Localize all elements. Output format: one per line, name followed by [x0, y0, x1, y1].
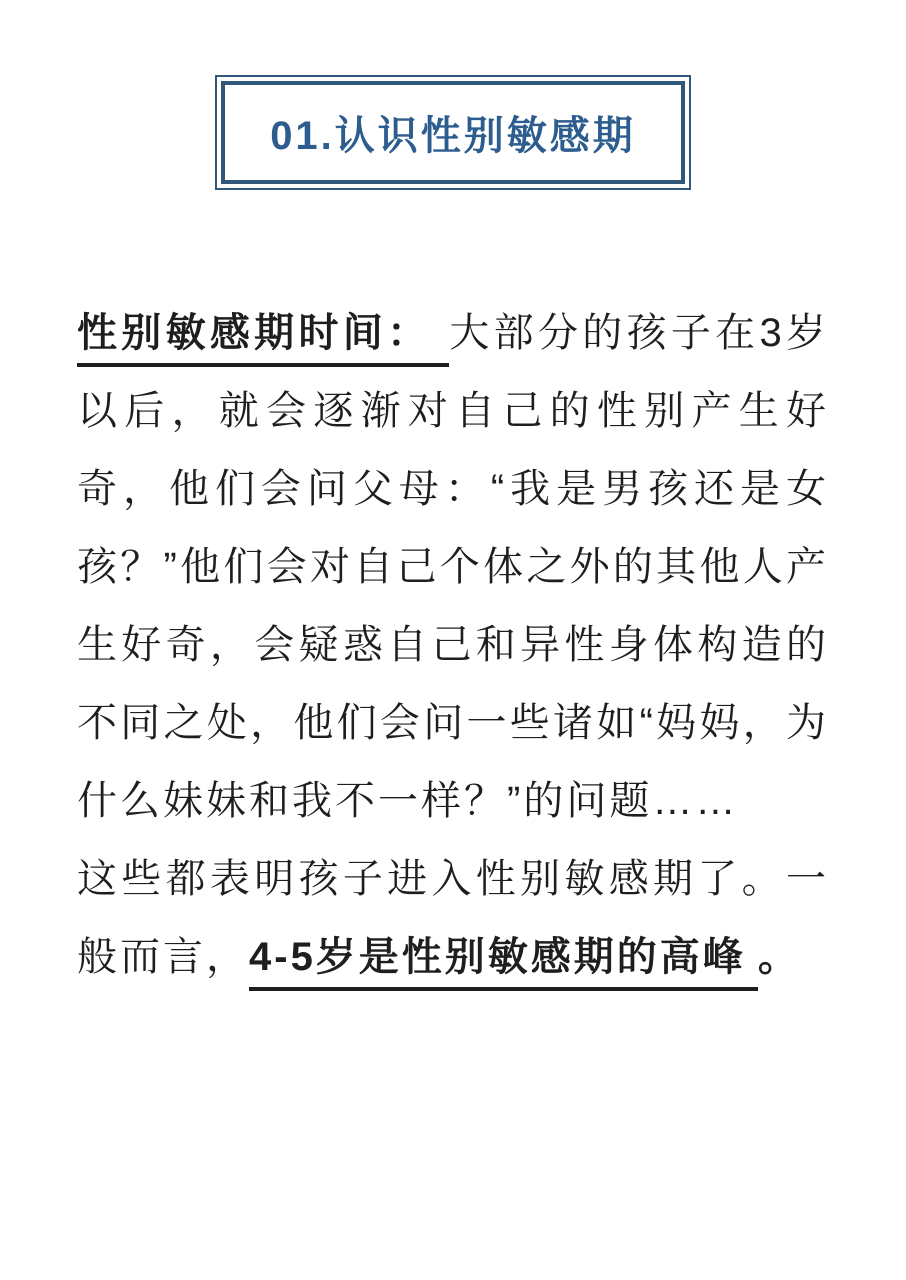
paragraph-2-tail: 。: [757, 935, 801, 979]
section-title: 01.认识性别敏感期: [270, 114, 636, 158]
paragraph-1: [77, 294, 829, 840]
paragraph-1-lead: 性别敏感期时间：: [77, 311, 449, 367]
paragraph-2: [77, 840, 829, 996]
article-body: [77, 294, 829, 996]
paragraph-2-text: 这些都表明孩子进入性别敏感期了。一般而言，: [77, 857, 829, 979]
paragraph-1-text: 大部分的孩子在3岁以后，就会逐渐对自己的性别产生好奇，他们会问父母：“我是男孩还是女孩？”他们会对自己个体之外的其他人产生好奇，会疑惑自己和异性身体构造的不同之处，他们会问一些诸如“妈妈，为什么妹妹和我不一样？”的问题……: [77, 311, 829, 823]
section-title-inner-border: [221, 81, 685, 184]
paragraph-2-highlight: 4-5岁是性别敏感期的高峰: [249, 935, 758, 991]
section-title-box: [215, 75, 691, 190]
